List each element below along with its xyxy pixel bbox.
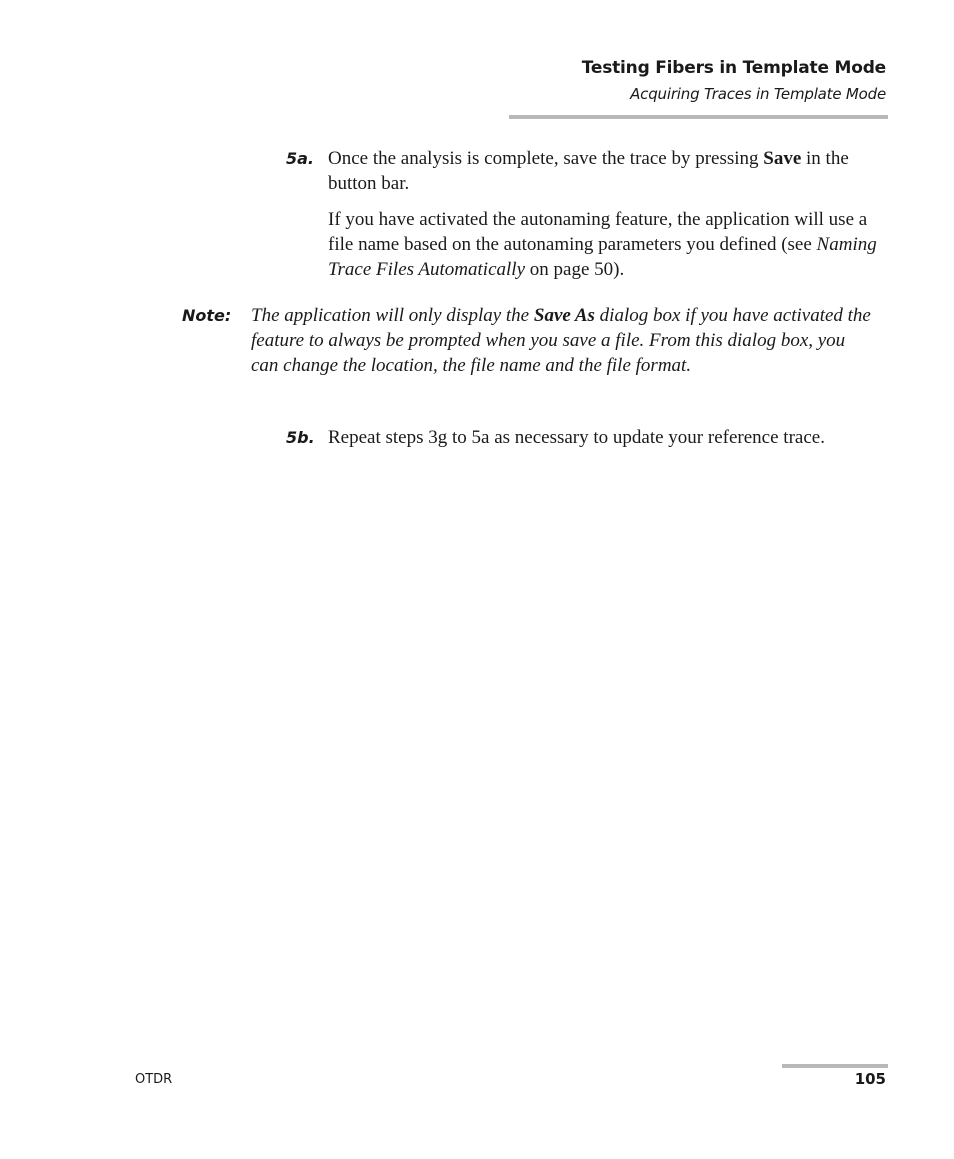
step-body [328,146,896,282]
header-rule [509,115,888,119]
step-5b [286,425,896,450]
text-run: on page 50). [525,259,625,280]
cross-reference: Naming Trace Files Automatically [328,234,877,280]
running-header [582,56,886,104]
footer-product-name: OTDR [135,1072,173,1087]
ui-term-save: Save [763,148,802,169]
step-5a [286,146,896,282]
footer-rule [782,1064,888,1068]
text-run: Once the analysis is complete, save the trace by pressing [328,148,764,169]
ui-term-save-as: Save As [533,305,595,326]
step-body [328,425,896,450]
text-run: in the button bar. [328,148,849,194]
note [182,303,882,378]
step-paragraph: Repeat steps 3g to 5a as necessary to update your reference trace. [328,427,825,448]
step-number: 5b. [286,428,315,447]
chapter-title: Testing Fibers in Template Mode [581,58,886,78]
section-title: Acquiring Traces in Template Mode [630,85,886,103]
text-run: If you have activated the autonaming feature, the application will use a file name based on the autonaming parameters you defined (see [328,209,868,255]
step-number: 5a. [286,149,315,168]
page-number: 105 [854,1070,886,1088]
text-run: dialog box if you have activated the feature to always be prompted when you save a file. From this dialog box, you can change the location, the file name and the file format. [251,305,871,376]
note-text [251,303,876,378]
note-label: Note: [182,306,232,325]
step-paragraph [328,207,896,282]
text-run: The application will only display the [251,305,534,326]
step-paragraph [328,146,896,196]
